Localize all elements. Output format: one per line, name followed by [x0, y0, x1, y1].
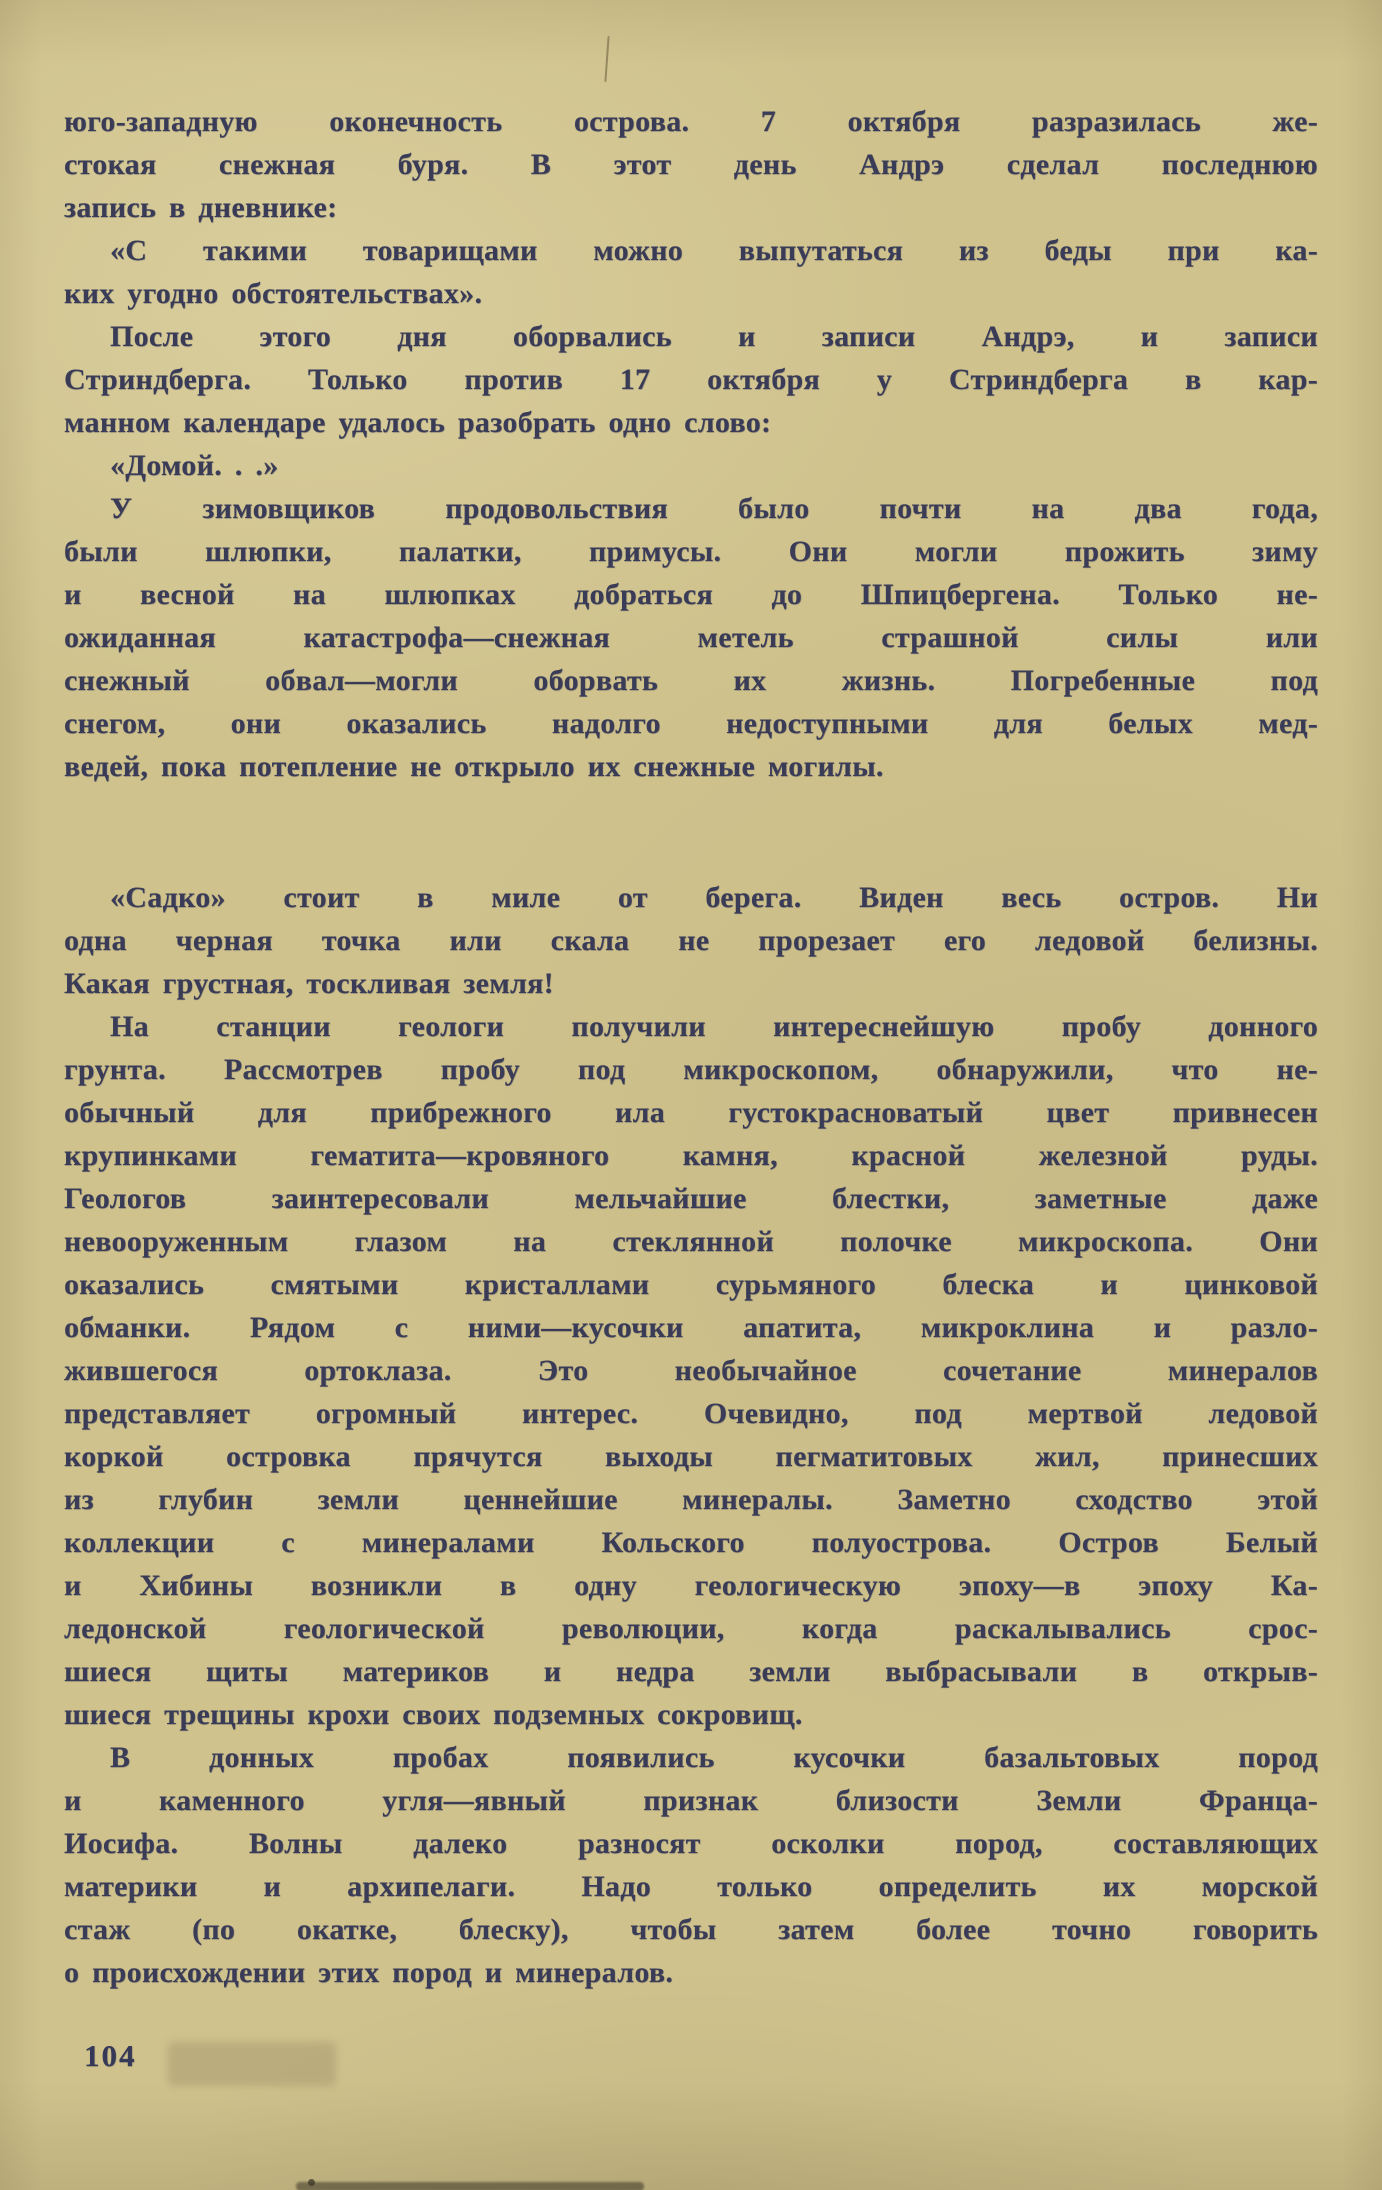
scan-smudge	[296, 2182, 644, 2190]
text-line: Иосифа. Волны далеко разносят осколки пород, составляющих	[64, 1827, 1318, 1860]
page-number: 104	[84, 2038, 137, 2073]
text-line: После этого дня оборвались и записи Андрэ, и записи	[110, 320, 1318, 353]
text-line: манном календаре удалось разобрать одно слово:	[64, 406, 772, 439]
text-line: невооруженным глазом на стеклянной полочке микроскопа. Они	[64, 1225, 1318, 1258]
show-through-imprint	[168, 2042, 336, 2086]
paragraph	[64, 315, 1318, 444]
text-line: «Домой. . .»	[110, 449, 279, 482]
text-line: грунта. Рассмотрев пробу под микроскопом, обнаружили, что не-	[64, 1053, 1318, 1086]
text-line: В донных пробах появились кусочки базальтовых пород	[110, 1741, 1318, 1774]
text-line: жившегося ортоклаза. Это необычайное сочетание минералов	[64, 1354, 1318, 1387]
paragraph	[64, 876, 1318, 1005]
paragraph	[64, 444, 1318, 487]
text-line: материки и архипелаги. Надо только определить их морской	[64, 1870, 1318, 1903]
paragraph	[64, 1736, 1318, 1994]
text-line: снегом, они оказались надолго недоступными для белых мед-	[64, 707, 1318, 740]
paragraph	[64, 1005, 1318, 1736]
text-line: и каменного угля—явный признак близости Земли Франца-	[64, 1784, 1318, 1817]
text-line: о происхождении этих пород и минералов.	[64, 1956, 674, 1989]
text-line: обманки. Рядом с ними—кусочки апатита, микроклина и разло-	[64, 1311, 1318, 1344]
paragraph	[64, 100, 1318, 229]
text-line: Какая грустная, тоскливая земля!	[64, 967, 554, 1000]
text-line: ожиданная катастрофа—снежная метель страшной силы или	[64, 621, 1318, 654]
text-block	[64, 100, 1318, 1994]
text-line: снежный обвал—могли оборвать их жизнь. Погребенные под	[64, 664, 1318, 697]
text-line: ких угодно обстоятельствах».	[64, 277, 483, 310]
text-line: стаж (по окатке, блеску), чтобы затем более точно говорить	[64, 1913, 1318, 1946]
paragraph	[64, 229, 1318, 315]
text-line: На станции геологи получили интереснейшую пробу донного	[110, 1010, 1318, 1043]
text-line: запись в дневнике:	[64, 191, 338, 224]
text-line: коллекции с минералами Кольского полуострова. Остров Белый	[64, 1526, 1318, 1559]
text-line: и Хибины возникли в одну геологическую эпоху—в эпоху Ка-	[64, 1569, 1318, 1602]
text-line: обычный для прибрежного ила густокрасноватый цвет привнесен	[64, 1096, 1318, 1129]
text-line: из глубин земли ценнейшие минералы. Заметно сходство этой	[64, 1483, 1318, 1516]
text-line: крупинками гематита—кровяного камня, красной железной руды.	[64, 1139, 1318, 1172]
text-line: и весной на шлюпках добраться до Шпицбергена. Только не-	[64, 578, 1318, 611]
text-line: «Садко» стоит в миле от берега. Виден весь остров. Ни	[110, 881, 1318, 914]
text-line: У зимовщиков продовольствия было почти на два года,	[110, 492, 1318, 525]
text-line: оказались смятыми кристаллами сурьмяного блеска и цинковой	[64, 1268, 1318, 1301]
text-line: одна черная точка или скала не прорезает его ледовой белизны.	[64, 924, 1318, 957]
text-line: были шлюпки, палатки, примусы. Они могли прожить зиму	[64, 535, 1318, 568]
paragraph	[64, 487, 1318, 788]
text-line: Стриндберга. Только против 17 октября у Стриндберга в кар-	[64, 363, 1318, 396]
text-line: Геологов заинтересовали мельчайшие блестки, заметные даже	[64, 1182, 1318, 1215]
text-line: шиеся щиты материков и недра земли выбрасывали в открыв-	[64, 1655, 1318, 1688]
text-line: ледонской геологической революции, когда раскалывались срос-	[64, 1612, 1318, 1645]
text-line: коркой островка прячутся выходы пегматитовых жил, принесших	[64, 1440, 1318, 1473]
scratch-mark	[604, 36, 609, 82]
text-line: юго-западную оконечность острова. 7 октября разразилась же-	[64, 105, 1318, 138]
text-line: ведей, пока потепление не открыло их снежные могилы.	[64, 750, 884, 783]
text-line: шиеся трещины крохи своих подземных сокровищ.	[64, 1698, 803, 1731]
text-line: представляет огромный интерес. Очевидно, под мертвой ледовой	[64, 1397, 1318, 1430]
text-line: стокая снежная буря. В этот день Андрэ сделал последнюю	[64, 148, 1318, 181]
text-line: «С такими товарищами можно выпутаться из беды при ка-	[110, 234, 1318, 267]
